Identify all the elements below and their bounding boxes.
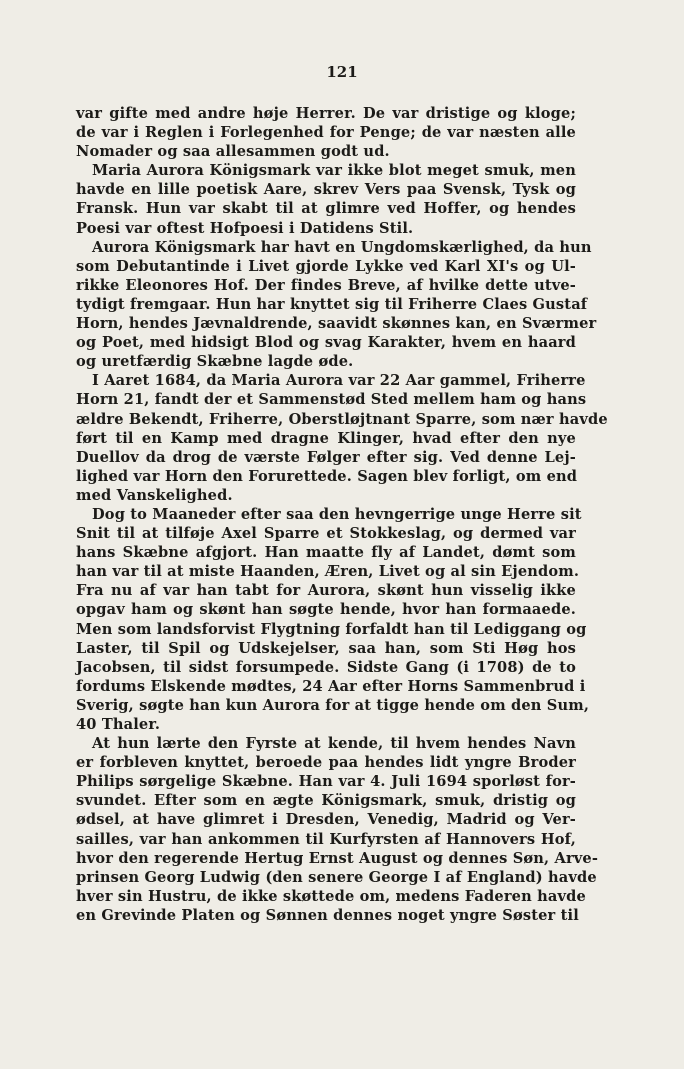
text-line: er forbleven knyttet, beroede paa hendes lidt yngre Broder [76, 754, 576, 772]
text-line: At hun lærte den Fyrste at kende, til hvem hendes Navn [92, 735, 576, 753]
text-line: Snit til at tilføje Axel Sparre et Stokkeslag, og dermed var [76, 525, 576, 543]
text-line: Poesi var oftest Hofpoesi i Datidens Stil. [76, 219, 414, 237]
body-text [76, 104, 608, 925]
text-line: de var i Reglen i Forlegenhed for Penge; de var næsten alle [76, 124, 576, 142]
text-line: Fra nu af var han tabt for Aurora, skønt hun visselig ikke [76, 582, 576, 600]
text-line: hvor den regerende Hertug Ernst August og dennes Søn, Arve- [76, 849, 599, 867]
text-line: lighed var Horn den Forurettede. Sagen blev forligt, om end [76, 467, 578, 485]
text-line: ført til en Kamp med dragne Klinger, hvad efter den nye [76, 429, 576, 447]
text-line: 40 Thaler. [76, 716, 161, 733]
text-line: han var til at miste Haanden, Æren, Livet og al sin Ejendom. [76, 563, 580, 581]
text-line: ældre Bekendt, Friherre, Oberstløjtnant Sparre, som nær havde [76, 410, 608, 428]
text-line: fordums Elskende mødtes, 24 Aar efter Horns Sammenbrud i [76, 677, 586, 695]
text-line: Fransk. Hun var skabt til at glimre ved Hoffer, og hendes [76, 200, 576, 218]
text-line: og Poet, med hidsigt Blod og svag Karakter, hvem en haard [76, 334, 576, 352]
text-line: Horn, hendes Jævnaldrende, saavidt skønnes kan, en Sværmer [76, 315, 597, 333]
text-line: tydigt fremgaar. Hun har knyttet sig til Friherre Claes Gustaf [76, 295, 588, 313]
text-line: Sverig, søgte han kun Aurora for at tigge hende om den Sum, [76, 696, 590, 714]
text-line: Horn 21, fandt der et Sammenstød Sted mellem ham og hans [76, 391, 587, 409]
text-line: og uretfærdig Skæbne lagde øde. [76, 353, 354, 371]
text-line: opgav ham og skønt han søgte hende, hvor han formaaede. [76, 601, 576, 619]
text-line: Maria Aurora Königsmark var ikke blot meget smuk, men [92, 162, 576, 180]
page-number: 121 [326, 63, 358, 81]
text-line: var gifte med andre høje Herrer. De var dristige og kloge; [76, 105, 576, 122]
text-line: en Grevinde Platen og Sønnen dennes noget yngre Søster til [76, 906, 579, 924]
text-line: Duellov da drog de værste Følger efter sig. Ved denne Lej- [76, 448, 576, 466]
text-line: Dog to Maaneder efter saa den hevngerrige unge Herre sit [92, 505, 582, 523]
text-line: svundet. Efter som en ægte Königsmark, smuk, dristig og [76, 792, 576, 810]
text-line: I Aaret 1684, da Maria Aurora var 22 Aar gammel, Friherre [92, 372, 586, 390]
text-line: Men som landsforvist Flygtning forfaldt han til Lediggang og [76, 620, 587, 638]
text-line: Jacobsen, til sidst forsumpede. Sidste Gang (i 1708) de to [76, 658, 576, 676]
text-line: rikke Eleonores Hof. Der findes Breve, af hvilke dette utve- [76, 276, 576, 294]
text-line: prinsen Georg Ludwig (den senere George I af England) havde [76, 868, 597, 886]
text-line: som Debutantinde i Livet gjorde Lykke ved Karl XI's og Ul- [76, 257, 576, 275]
text-line: sailles, var han ankommen til Kurfyrsten af Hannovers Hof, [76, 830, 576, 848]
text-line: hver sin Hustru, de ikke skøttede om, medens Faderen havde [76, 887, 586, 905]
text-line: havde en lille poetisk Aare, skrev Vers paa Svensk, Tysk og [76, 181, 576, 199]
text-line: Aurora Königsmark har havt en Ungdomskærlighed, da hun [92, 238, 592, 256]
text-line: med Vanskelighed. [76, 486, 233, 504]
text-line: hans Skæbne afgjort. Han maatte fly af Landet, dømt som [76, 544, 576, 562]
text-line: Laster, til Spil og Udskejelser, saa han, som Sti Høg hos [76, 639, 576, 657]
text-line: Philips sørgelige Skæbne. Han var 4. Juli 1694 sporløst for- [76, 773, 576, 791]
text-line: ødsel, at have glimret i Dresden, Venedig, Madrid og Ver- [76, 811, 576, 829]
text-line: Nomader og saa allesammen godt ud. [76, 143, 390, 161]
